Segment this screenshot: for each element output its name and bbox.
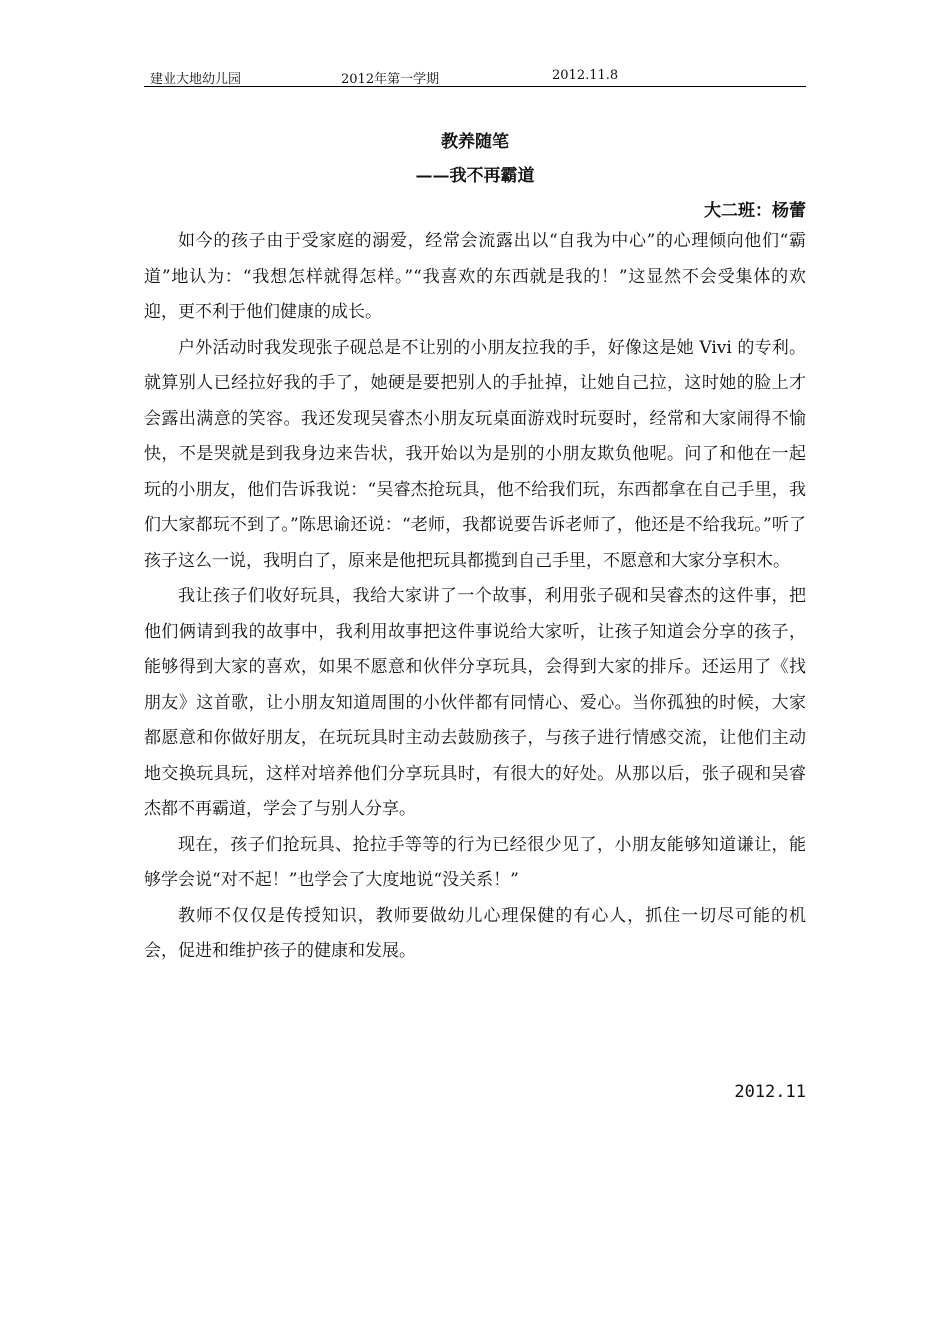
header-date: 2012.11.8 xyxy=(552,68,619,83)
paragraph: 如今的孩子由于受家庭的溺爱，经常会流露出以“自我为中心”的心理倾向他们“霸道”地认为：“我想怎样就得怎样。”“我喜欢的东西就是我的！”这显然不会受集体的欢迎，更不利于他们健康的成长。 xyxy=(144,231,806,322)
paragraph: 我让孩子们收好玩具，我给大家讲了一个故事，利用张子砚和吴睿杰的这件事，把他们俩请到我的故事中，我利用故事把这件事说给大家听，让孩子知道会分享的孩子，能够得到大家的喜欢，如果不愿意和伙伴分享玩具，会得到大家的排斥。还运用了《找朋友》这首歌，让小朋友知道周围的小伙伴都有同情心、爱心。当你孤独的时候，大家都愿意和你做好朋友，在玩玩具时主动去鼓励孩子，与孩子进行情感交流，让他们主动地交换玩具玩，这样对培养他们分享玩具时，有很大的好处。从那以后，张子砚和吴睿杰都不再霸道，学会了与别人分享。 xyxy=(144,586,806,819)
page-header xyxy=(144,66,806,87)
document-body xyxy=(144,224,806,970)
paragraph: 现在，孩子们抢玩具、抢拉手等等的行为已经很少见了，小朋友能够知道谦让，能够学会说“对不起！”也学会了大度地说“没关系！” xyxy=(144,834,806,890)
header-school: 建业大地幼儿园 xyxy=(150,72,242,87)
paragraph: 户外活动时我发现张子砚总是不让别的小朋友拉我的手，好像这是她 Vivi 的专利。就算别人已经拉好我的手了，她硬是要把别人的手扯掉，让她自己拉，这时她的脸上才会露出满意的笑容。我还发现吴睿杰小朋友玩桌面游戏时玩耍时，经常和大家闹得不愉快，不是哭就是到我身边来告状，我开始以为是别的小朋友欺负他呢。问了和他在一起玩的小朋友，他们告诉我说：“吴睿杰抢玩具，他不给我们玩，东西都拿在自己手里，我们大家都玩不到了。”陈思谕还说：“老师，我都说要告诉老师了，他还是不给我玩。”听了孩子这么一说，我明白了，原来是他把玩具都揽到自己手里，不愿意和大家分享积木。 xyxy=(144,337,806,571)
paragraph: 教师不仅仅是传授知识，教师要做幼儿心理保健的有心人，抓住一切尽可能的机会，促进和维护孩子的健康和发展。 xyxy=(144,905,806,961)
document-subtitle: ——我不再霸道 xyxy=(415,166,535,186)
header-term: 2012年第一学期 xyxy=(341,72,440,87)
document-title: 教养随笔 xyxy=(441,132,509,152)
author-line: 大二班：杨蕾 xyxy=(704,201,806,221)
closing-date: 2012.11 xyxy=(734,1082,806,1102)
